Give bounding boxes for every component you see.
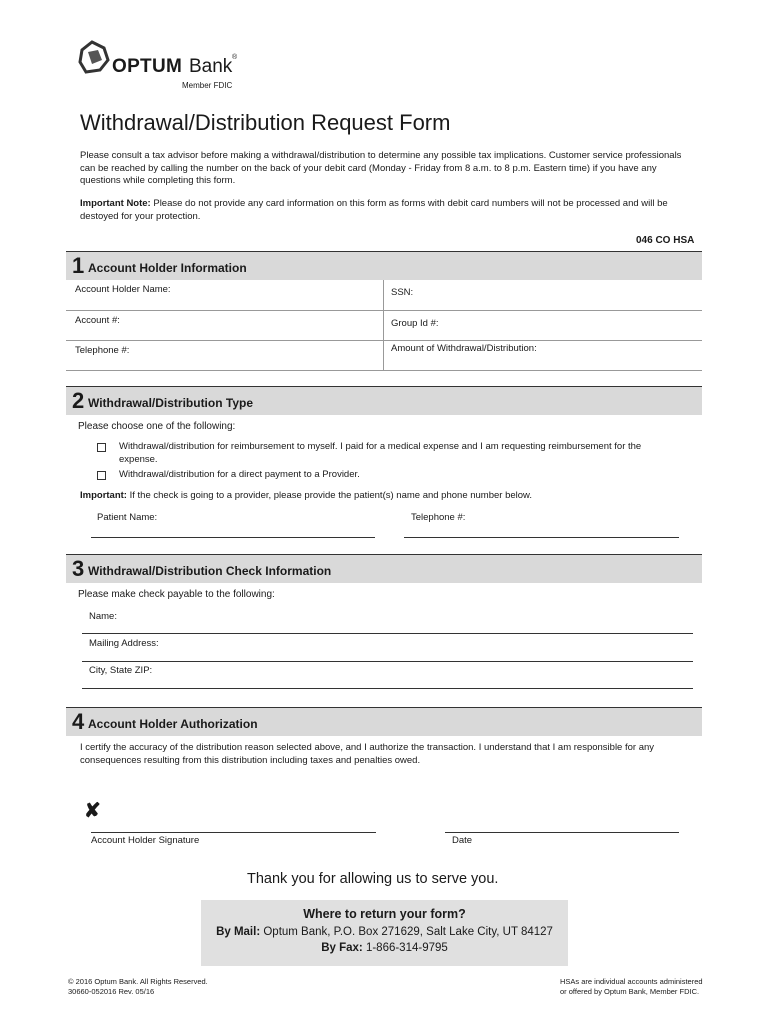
section-4-header	[66, 707, 702, 736]
table-row	[66, 311, 702, 341]
signature-line[interactable]	[91, 832, 376, 833]
return-instructions-box	[201, 900, 568, 966]
important-note	[80, 198, 692, 223]
return-fax	[201, 942, 568, 954]
optum-logo-mark-icon	[78, 40, 110, 74]
mailing-address-label: Mailing Address:	[89, 638, 159, 649]
important-label: Important:	[80, 490, 127, 501]
group-id-field[interactable]: Group Id #:	[391, 318, 439, 329]
member-fdic: Member FDIC	[182, 81, 233, 90]
important-note-text: Please do not provide any card information on this form as forms with debit card numbers will not be processed and will be destoyed for your protection.	[80, 198, 668, 222]
return-heading: Where to return your form?	[303, 907, 466, 921]
city-state-zip-line[interactable]	[82, 688, 693, 689]
intro-paragraph: Please consult a tax advisor before making a withdrawal/distribution to determine any possible tax implications. Customer service professionals can be reached by calling the number on the back of your debit card (Monday - Friday from 8 a.m. to 8 p.m. Eastern time) if you have any questions while completing this form.	[80, 150, 682, 186]
thank-you-message: Thank you for allowing us to serve you.	[247, 871, 499, 887]
section-title: Account Holder Information	[88, 261, 247, 275]
logo-word: OPTUM	[112, 56, 183, 77]
option-label: Withdrawal/distribution for a direct payment to a Provider.	[119, 469, 360, 480]
payee-name-label: Name:	[89, 611, 117, 622]
date-line[interactable]	[445, 832, 679, 833]
form-code: 046 CO HSA	[636, 235, 695, 246]
cell-divider	[383, 311, 384, 340]
section-3-prompt: Please make check payable to the following:	[78, 589, 275, 600]
patient-name-label: Patient Name:	[97, 512, 158, 523]
sign-here-icon: ✘	[84, 800, 101, 822]
section-title: Withdrawal/Distribution Type	[88, 396, 254, 410]
mailing-address-line[interactable]	[82, 661, 693, 662]
section-2-prompt: Please choose one of the following:	[78, 421, 236, 432]
section-1-header	[66, 251, 702, 280]
ssn-field[interactable]: SSN:	[391, 287, 414, 298]
section-number: 4	[72, 709, 85, 734]
authorization-text: I certify the accuracy of the distribution reason selected above, and I authorize the transaction. I understand that I am responsible for any consequences resulting from this distribution including taxes and penalties owed.	[80, 742, 655, 766]
hsa-disclaimer-1: HSAs are individual accounts administered	[560, 977, 703, 986]
footer-left	[68, 977, 208, 997]
signature-label: Account Holder Signature	[91, 835, 200, 846]
fax-label: By Fax:	[321, 942, 363, 954]
section-2-header	[66, 386, 702, 415]
account-number-field[interactable]: Account #:	[75, 315, 120, 326]
cell-divider	[383, 341, 384, 370]
logo-bank: Bank	[189, 56, 233, 77]
form-revision: 30660-052016 Rev. 05/16	[68, 987, 155, 996]
copyright: © 2016 Optum Bank. All Rights Reserved.	[68, 977, 208, 986]
table-row	[66, 280, 702, 311]
option-label: Withdrawal/distribution for reimbursement to myself. I paid for a medical expense and I am requesting reimbursement for the expense.	[119, 441, 642, 465]
option-reimbursement[interactable]	[97, 441, 667, 466]
logo-registered: ®	[232, 54, 238, 61]
patient-telephone-label: Telephone #:	[411, 512, 466, 523]
mail-text: Optum Bank, P.O. Box 271629, Salt Lake City, UT 84127	[260, 926, 553, 938]
amount-field[interactable]: Amount of Withdrawal/Distribution:	[391, 343, 537, 354]
table-row	[66, 341, 702, 371]
date-label: Date	[452, 835, 473, 846]
checkbox-icon[interactable]	[97, 471, 106, 480]
section-number: 3	[72, 556, 85, 581]
cell-divider	[383, 280, 384, 310]
page-title: Withdrawal/Distribution Request Form	[80, 110, 451, 135]
patient-telephone-line[interactable]	[404, 537, 679, 538]
checkbox-icon[interactable]	[97, 443, 106, 452]
important-text: If the check is going to a provider, please provide the patient(s) name and phone number below.	[126, 490, 533, 501]
account-holder-name-field[interactable]: Account Holder Name:	[75, 284, 171, 295]
return-mail	[201, 926, 568, 938]
section-title: Withdrawal/Distribution Check Information	[88, 564, 332, 578]
section-title: Account Holder Authorization	[88, 717, 258, 731]
section-number: 1	[72, 253, 85, 278]
section-3-header	[66, 554, 702, 583]
fax-text: 1-866-314-9795	[362, 942, 448, 954]
city-state-zip-label: City, State ZIP:	[89, 665, 153, 676]
option-provider[interactable]	[97, 469, 667, 482]
patient-name-line[interactable]	[91, 537, 375, 538]
footer-right	[560, 977, 703, 997]
important-note-label: Important Note:	[80, 198, 151, 209]
hsa-disclaimer-2: or offered by Optum Bank, Member FDIC.	[560, 987, 700, 996]
telephone-field[interactable]: Telephone #:	[75, 345, 130, 356]
provider-important	[80, 490, 532, 503]
mail-label: By Mail:	[216, 926, 261, 938]
payee-name-line[interactable]	[82, 633, 693, 634]
section-number: 2	[72, 388, 85, 413]
